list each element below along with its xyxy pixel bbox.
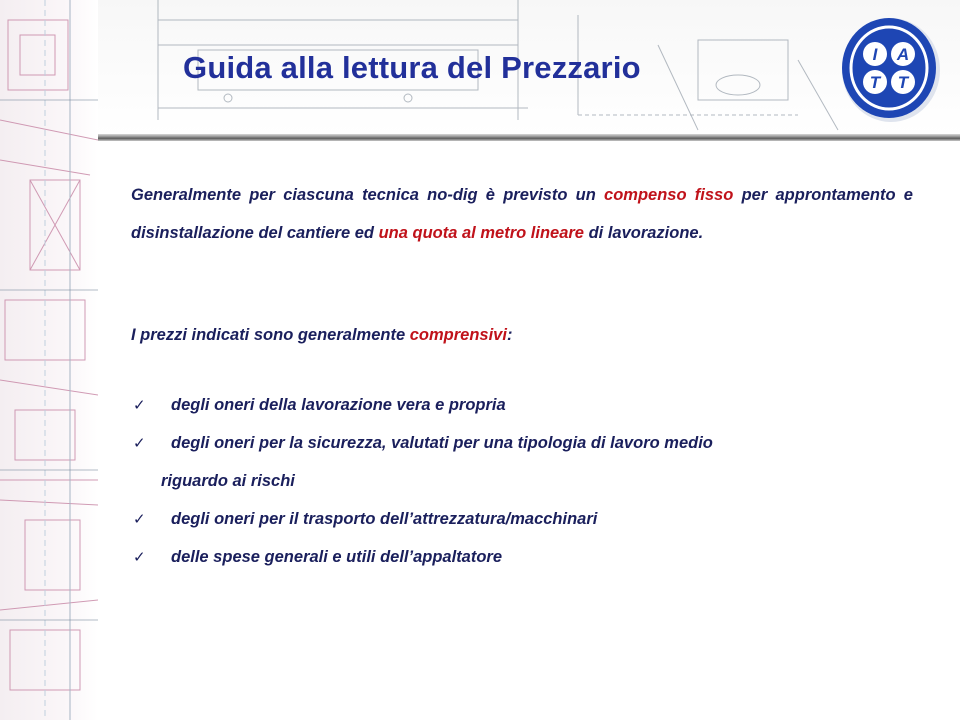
check-icon: ✓ [133,396,146,414]
logo-letter: T [869,73,881,92]
intro-text: Generalmente per ciascuna tecnica no-dig è previsto un [131,186,605,204]
blueprint-drawing [0,0,98,720]
highlight-compenso-fisso: compenso fisso [604,186,734,204]
list-item [131,424,913,500]
blueprint-left-strip [0,0,98,720]
prices-colon: : [506,326,513,344]
highlight-comprensivi: comprensivi [409,326,507,344]
slide-title: Guida alla lettura del Prezzario [183,50,641,85]
list-item [131,386,913,424]
list-item-text: degli oneri della lavorazione vera e propria [171,396,506,414]
list-item-text-continued: riguardo ai rischi [161,472,295,490]
logo-letter: A [896,45,910,64]
check-icon: ✓ [133,434,146,452]
highlight-quota-metro: una quota al metro lineare [378,224,584,242]
list-item [131,538,913,576]
logo-letter: T [897,73,909,92]
prices-paragraph [131,316,913,354]
header-divider [98,134,960,141]
intro-text: per approntamento e disinstallazione del cantiere ed [131,186,913,242]
logo-letter: I [872,45,878,64]
check-icon: ✓ [133,510,146,528]
list-item-text: delle spese generali e utili dell’appaltatore [171,548,503,566]
iatt-logo [838,14,942,124]
slide-body [131,176,913,566]
prices-lead: I prezzi indicati sono generalmente [131,326,410,344]
checklist [131,386,913,576]
intro-text: di lavorazione. [583,224,704,242]
list-item-text: degli oneri per il trasporto dell’attrezzatura/macchinari [171,510,598,528]
list-item [131,500,913,538]
intro-paragraph [131,176,913,252]
check-icon: ✓ [133,548,146,566]
list-item-text: degli oneri per la sicurezza, valutati per una tipologia di lavoro medio [171,434,713,452]
